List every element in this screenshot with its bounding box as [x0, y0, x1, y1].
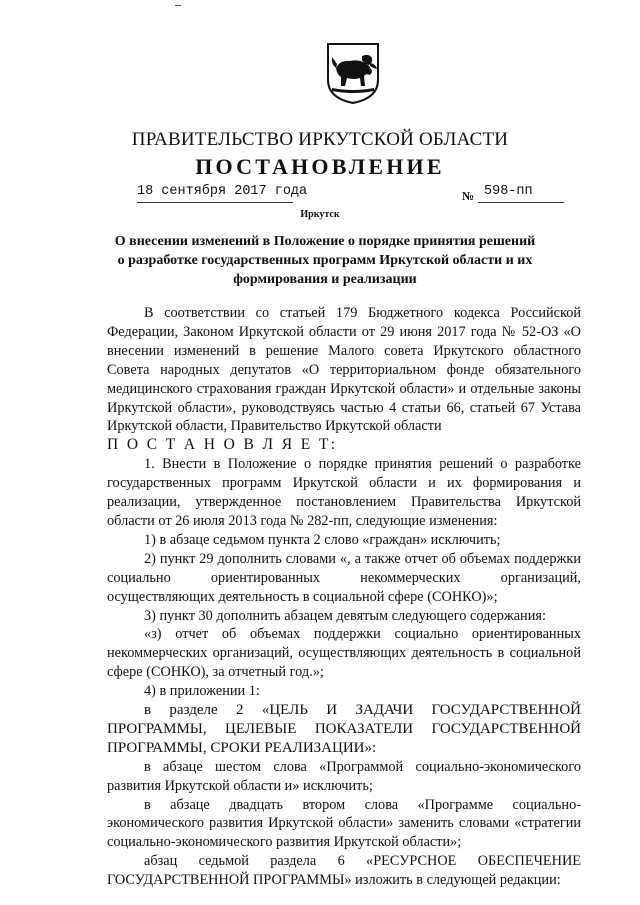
preamble-paragraph: В соответствии со статьей 179 Бюджетного кодекса Российской Федерации, Законом Иркутской области от 29 июня 2017 года № 52-ОЗ «О внесении изменений в решение Малого совета Иркутского областного Совета народных депутатов «О территориальном фонде обязательного медицинского страхования граждан Иркутской области» и отдельные законы Иркутской области», руководствуясь частью 4 статьи 66, статьей 67 Устава Иркутской области, Правительство Иркутской области	[107, 305, 581, 435]
number-underline	[478, 202, 564, 203]
item-1: 1. Внести в Положение о порядке принятия решений о разработке государственных программ Иркутской области и их формирования и реализации, утвержденное постановлением Правительства Иркутской области от 26 июля 2013 года № 282-пп, следующие изменения:	[107, 456, 581, 529]
subitem-2: 2) пункт 29 дополнить словами «, а также отчет об объемах поддержки социально ориентированных некоммерческих организаций, осуществляющих деятельность в социальной сфере (СОНКО)»;	[107, 550, 581, 605]
subitem-3: 3) пункт 30 дополнить абзацем девятым следующего содержания:	[144, 607, 546, 624]
resolves-heading: П О С Т А Н О В Л Я Е Т:	[107, 436, 338, 454]
decree-number: 598-пп	[484, 184, 533, 199]
subitem-4: 4) в приложении 1:	[144, 683, 260, 700]
subitem-4-section-6: абзац седьмой раздела 6 «РЕСУРСНОЕ ОБЕСПЕЧЕНИЕ ГОСУДАРСТВЕННОЙ ПРОГРАММЫ» изложить в следующей редакции:	[107, 853, 581, 889]
decree-title: О внесении изменений в Положение о порядке принятия решений о разработке государственных программ Иркутской области и их формирования и реализации	[114, 234, 536, 287]
city-name: Иркутск	[300, 209, 340, 220]
subitem-4-section-2: в разделе 2 «ЦЕЛЬ И ЗАДАЧИ ГОСУДАРСТВЕННОЙ ПРОГРАММЫ, ЦЕЛЕВЫЕ ПОКАЗАТЕЛИ ГОСУДАРСТВЕННОЙ ПРОГРАММЫ, СРОКИ РЕАЛИЗАЦИИ»:	[107, 702, 581, 756]
subitem-3-quote: «з) отчет об объемах поддержки социально ориентированных некоммерческих организаций, осуществляющих деятельность в социальной сфере (СОНКО), за отчетный год.»;	[107, 626, 581, 681]
irkutsk-coat-of-arms-icon	[326, 42, 380, 104]
subitem-4-paragraph-6: в абзаце шестом слова «Программой социально-экономического развития Иркутской области и» исключить;	[107, 758, 581, 794]
subitem-1: 1) в абзаце седьмом пункта 2 слово «граждан» исключить;	[144, 531, 501, 548]
government-name: ПРАВИТЕЛЬСТВО ИРКУТСКОЙ ОБЛАСТИ	[131, 129, 509, 150]
decree-date: 18 сентября 2017 года	[137, 184, 308, 199]
subitem-4-paragraph-22: в абзаце двадцать втором слова «Программе социально-экономического развития Иркутской области» заменить словами «стратегии социально-экономического развития Иркутской области»;	[107, 796, 581, 851]
number-sign: №	[462, 189, 475, 203]
decree-body	[107, 304, 581, 890]
date-underline	[137, 202, 293, 203]
scan-mark	[175, 5, 181, 6]
document-type-title: ПОСТАНОВЛЕНИЕ	[195, 154, 445, 179]
